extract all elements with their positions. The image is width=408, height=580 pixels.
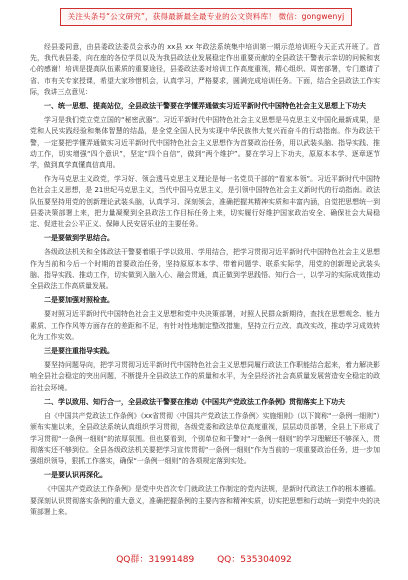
sub-heading: 一是要认识再深化。 xyxy=(44,471,107,480)
paragraph: 要对照习近平新时代中国特色社会主义思想和党中央决策部署，对照人民群众新期待，查找在思想观念、能力素质、工作作风等方面存在的差距和不足，有针对性地制定整改措施，坚持立行立改、真改实改，推动学习成效转化为工作实效。 xyxy=(30,310,380,341)
section-heading-1: 一、统一思想、提高站位，全县政法干警要在学懂弄通做实习近平新时代中国特色社会主义思想上下功夫 xyxy=(44,102,366,111)
paragraph: 自《中国共产党政法工作条例》《xx省贯彻〈中国共产党政法工作条例〉实施细则》（以下简称“一条例一细则”）颁布实施以来，全县政法系统认真组织学习贯彻，各级党委和政法单位高度重视，层层动员部署，全县上下形成了学习贯彻“一条例一细则”的浓厚氛围。但也要看到，个别单位和干警对“一条例一细则”的学习理解还不够深入，贯彻落实还不够到位。全县各级政法机关要把学习宣传贯彻“一条例一细则”作为当前的一项重要政治任务，进一步加强组织领导，狠抓工作落实，确保“一条例一细则”的各项规定落到实处。 xyxy=(30,412,380,465)
paragraph: 学习是我们党立党立国的“秘密武器”。习近平新时代中国特色社会主义思想是马克思主义中国化最新成果，是党和人民实践经验和集体智慧的结晶，是全党全国人民为实现中华民族伟大复兴而奋斗的行动指南。作为政法干警，一定要把学懂弄通做实习近平新时代中国特色社会主义思想作为首要政治任务，用以武装头脑、指导实践、推动工作，切实增强“四个意识”，坚定“四个自信”，做到“两个维护”。要在学习上下功夫，原原本本学、逐章逐节学，做到真学真懂真信真用。 xyxy=(30,116,380,170)
paragraph: 《中国共产党政法工作条例》是党中央首次专门就政法工作制定的党内法规，是新时代政法工作的根本遵循。要深刻认识贯彻落实条例的重大意义，准确把握条例的主要内容和精神实质，切实把思想和行动统一到党中央的决策部署上来。 xyxy=(30,485,380,516)
sub-heading: 一是要做到学思结合。 xyxy=(44,234,114,243)
paragraph: 作为马克思主义政党，学习好、领会透马克思主义理论是每一名党员干部的“看家本领”。习近平新时代中国特色社会主义思想，是 21世纪马克思主义，当代中国马克思主义，是引领中国特色社会主义新时代的行动指南。政法队伍要坚持用党的创新理论武装头脑，认真学习、深刻领会，准确把握其精神实质和丰富内涵，自觉把思想统一到县委决策部署上来，把力量凝聚到全县政法工作目标任务上来，切实履行好维护国家政治安全、确保社会大局稳定、促进社会公平正义、保障人民安居乐业的主要任务。 xyxy=(30,175,380,229)
paragraph: 各级政法机关和全体政法干警要着眼于学以致用、学用结合，把学习贯彻习近平新时代中国特色社会主义思想作为当前和今后一个时期的首要政治任务，坚持原原本本学、带着问题学、联系实际学，用党的创新理论武装头脑、指导实践、推动工作，切实做到入脑入心、融会贯通，真正做到学思践悟、知行合一，以学习的实际成效推动全县政法工作高质量发展。 xyxy=(30,248,380,291)
paragraph: 要坚持问题导向，把学习贯彻习近平新时代中国特色社会主义思想同履行政法工作职能结合起来，着力解决影响全县社会稳定的突出问题，不断提升全县政法工作的质量和水平，为全县经济社会高质量发展营造安全稳定的政治社会环境。 xyxy=(30,361,380,392)
document-body xyxy=(30,42,380,542)
sub-heading: 三是要注重指导实践。 xyxy=(44,347,114,356)
sub-heading: 二是要加强对照检查。 xyxy=(44,296,114,305)
contact-footer xyxy=(0,552,408,568)
intro-paragraph: 经县委同意，由县委政法委员会承办的 xx县 xx 年政法系统集中培训第一期示范培训班今天正式开班了。首先，我代表县委，向在座的各位学员以及为我县政法业发展稳定作出重要贡献的全县政法干警表示亲切的问候和衷心的感谢！培训是提高队伍素质的重要途径，县委政法委对培训工作高度重视，精心组织、周密部署，专门邀请了省、市有关专家授课，希望大家珍惜机会，认真学习，严格要求，圆满完成培训任务。下面，结合全县政法工作实际，我讲三点意见： xyxy=(30,43,380,96)
promo-banner[interactable]: 关注头条号“公文研究”，获得最新最全最专业的公文资料库！ 微信：gongwenyj xyxy=(60,8,352,26)
qq-contact-label: QQ：535304092 xyxy=(217,555,292,565)
section-heading-2: 二、学以致用、知行合一，全县政法干警要在推动《中国共产党政法工作条例》贯彻落实上下功夫 xyxy=(44,397,345,406)
qq-group-label: QQ群：31991489 xyxy=(116,555,195,565)
